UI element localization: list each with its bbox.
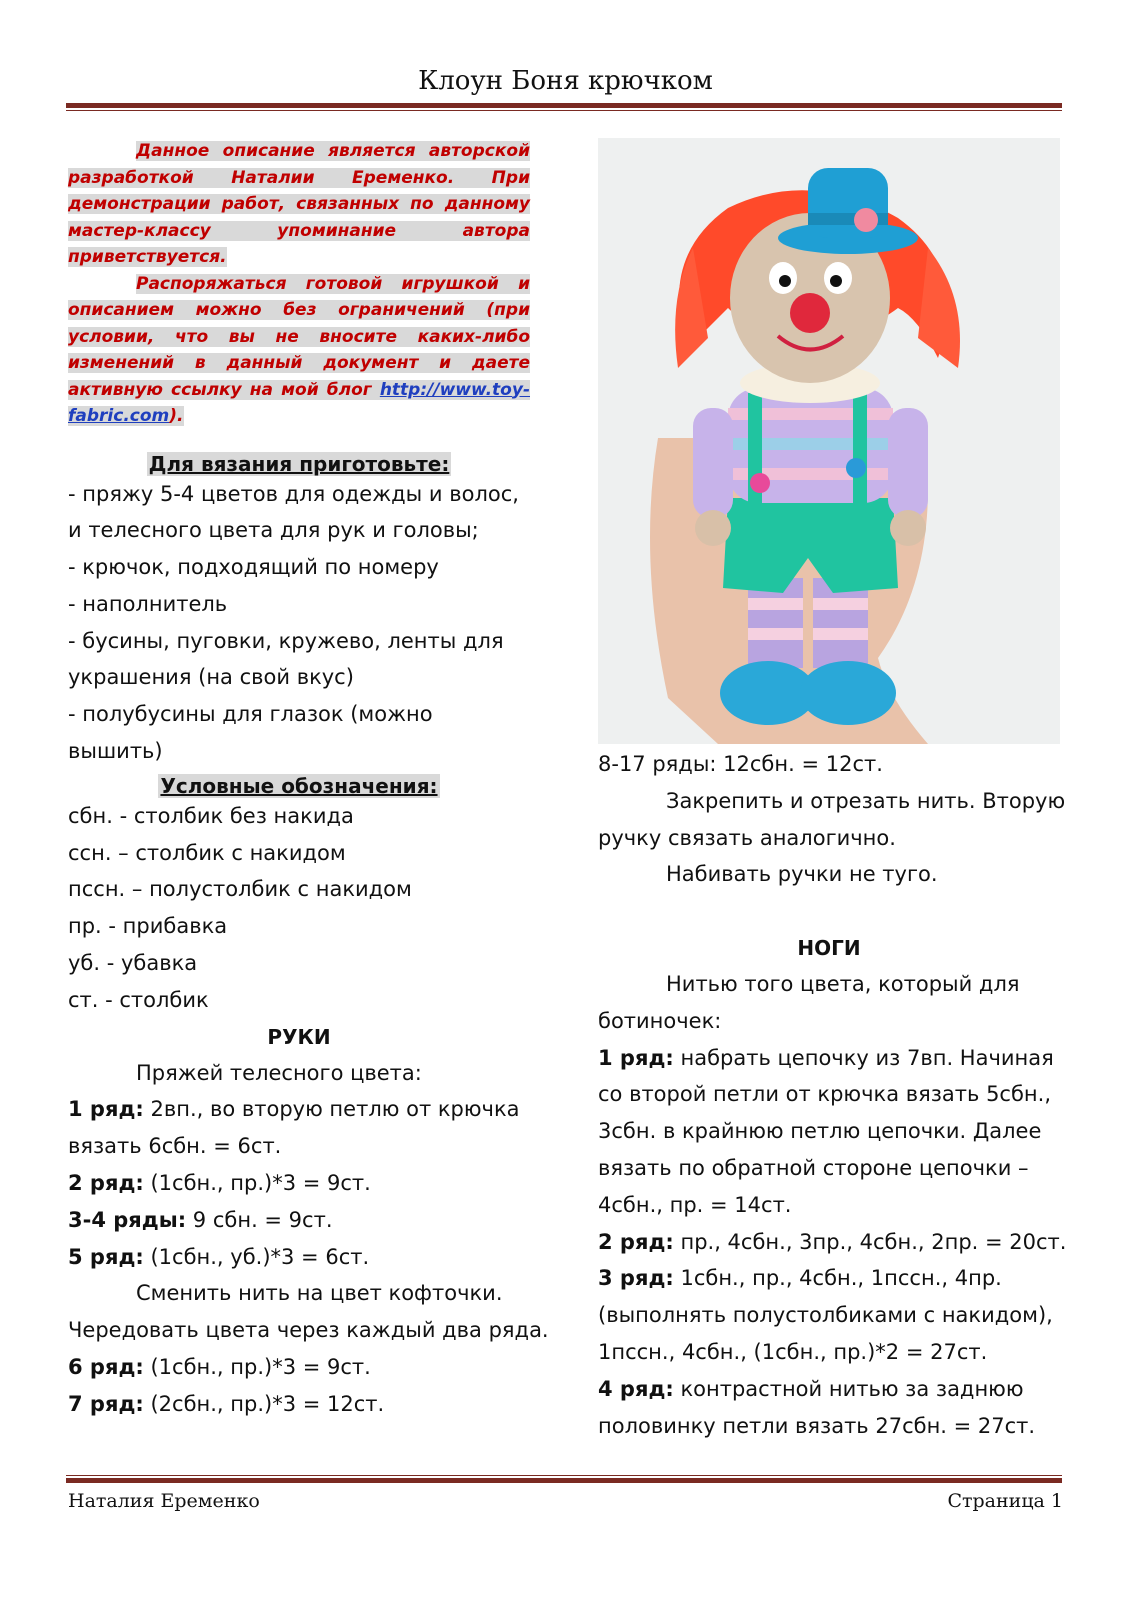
list-item: - бусины, пуговки, кружево, ленты для: [68, 628, 504, 653]
legs-row-1-d: вязать по обратной стороне цепочки –: [598, 1155, 1029, 1180]
list-item: сбн. - столбик без накида: [68, 803, 354, 828]
legs-row-4-b: половинку петли вязать 27сбн. = 27ст.: [598, 1413, 1036, 1438]
arms-intro: Пряжей телесного цвета:: [136, 1060, 422, 1085]
prepare-list: [68, 476, 530, 770]
legs-intro: Нитью того цвета, который для: [666, 971, 1020, 996]
arms-row-6: 6 ряд: (1сбн., пр.)*3 = 9ст.: [68, 1355, 371, 1380]
footer-page-number: Страница 1: [947, 1490, 1063, 1512]
legs-row-4: 4 ряд: контрастной нитью за заднюю: [598, 1376, 1024, 1401]
legs-row-1-c: 3сбн. в крайнюю петлю цепочки. Далее: [598, 1119, 1042, 1144]
arms-row-7: 7 ряд: (2сбн., пр.)*3 = 12ст.: [68, 1391, 385, 1416]
legs-title: НОГИ: [797, 935, 861, 960]
legs-intro-cont: ботиночек:: [598, 1008, 722, 1033]
list-item: уб. - убавка: [68, 951, 198, 976]
arms-change-color: Сменить нить на цвет кофточки.: [136, 1281, 503, 1306]
legend-title: Условные обозначения:: [160, 773, 438, 798]
notice-paragraph-2: Распоряжаться готовой игрушкой и описанием можно без ограничений (при условии, что вы не вносите каких-либо изменений в данный документ и даете активную ссылку на мой блог: [68, 273, 530, 400]
legs-row-2: 2 ряд: пр., 4сбн., 3пр., 4сбн., 2пр. = 20ст.: [598, 1229, 1067, 1254]
page-title: Клоун Боня крючком: [418, 66, 713, 96]
right-column: [598, 138, 1067, 1444]
legs-row-1-e: 4сбн., пр. = 14ст.: [598, 1192, 792, 1217]
notice-paragraph-2-end: ).: [169, 406, 184, 426]
blog-link[interactable]: http://www.toy-fabric.com: [68, 379, 530, 426]
arms-row-3: 3-4 ряды: 9 сбн. = 9ст.: [68, 1207, 333, 1232]
legs-row-3: 3 ряд: 1сбн., пр., 4сбн., 1пссн., 4пр.: [598, 1266, 1002, 1291]
arms-fix: Закрепить и отрезать нить. Вторую: [666, 788, 1066, 813]
arms-title: РУКИ: [267, 1024, 331, 1049]
clown-toy-photo: [598, 138, 1060, 744]
list-item: и телесного цвета для рук и головы;: [68, 518, 479, 543]
legs-row-3-b: (выполнять полустолбиками с накидом),: [598, 1303, 1053, 1328]
list-item: пссн. – полустолбик с накидом: [68, 877, 412, 902]
legs-row-1-b: со второй петли от крючка вязать 5сбн.,: [598, 1082, 1052, 1107]
list-item: ст. - столбик: [68, 987, 209, 1012]
arms-row-8-17: 8-17 ряды: 12сбн. = 12ст.: [598, 752, 883, 776]
header-rule: [66, 103, 1062, 108]
clown-illustration: [598, 138, 1060, 744]
arms-stuff: Набивать ручки не туго.: [666, 862, 938, 887]
author-notice: [68, 138, 530, 430]
list-item: пр. - прибавка: [68, 914, 228, 939]
arms-row-5: 5 ряд: (1сбн., уб.)*3 = 6ст.: [68, 1244, 370, 1269]
legs-row-1: 1 ряд: набрать цепочку из 7вп. Начиная: [598, 1045, 1054, 1070]
arms-fix-cont: ручку связать аналогично.: [598, 825, 896, 850]
arms-change-color-cont: Чередовать цвета через каждый два ряда.: [68, 1318, 549, 1343]
left-column: [68, 138, 549, 1423]
list-item: - крючок, подходящий по номеру: [68, 555, 439, 580]
prepare-title: Для вязания приготовьте:: [148, 451, 450, 476]
footer-rule: [66, 1478, 1062, 1483]
arms-row-2: 2 ряд: (1сбн., пр.)*3 = 9ст.: [68, 1171, 371, 1196]
list-item: - наполнитель: [68, 591, 228, 616]
footer-rule-thin: [66, 1475, 1062, 1476]
list-item: ссн. – столбик с накидом: [68, 840, 346, 865]
arms-row-1: 1 ряд: 2вп., во вторую петлю от крючка: [68, 1097, 520, 1122]
list-item: - пряжу 5-4 цветов для одежды и волос,: [68, 481, 519, 506]
list-item: вышить): [68, 739, 163, 764]
footer-author: Наталия Еременко: [68, 1490, 260, 1512]
arms-row-1-cont: вязать 6сбн. = 6ст.: [68, 1134, 282, 1159]
legs-row-3-c: 1пссн., 4сбн., (1сбн., пр.)*2 = 27ст.: [598, 1339, 988, 1364]
legend-list: [68, 798, 530, 1019]
list-item: украшения (на свой вкус): [68, 665, 354, 690]
notice-paragraph-1: Данное описание является авторской разработкой Наталии Еременко. При демонстрации работ, связанных по данному мастер-классу упоминание автора приветствуется.: [68, 141, 530, 267]
list-item: - полубусины для глазок (можно: [68, 702, 433, 727]
header-rule-thin: [66, 110, 1062, 111]
